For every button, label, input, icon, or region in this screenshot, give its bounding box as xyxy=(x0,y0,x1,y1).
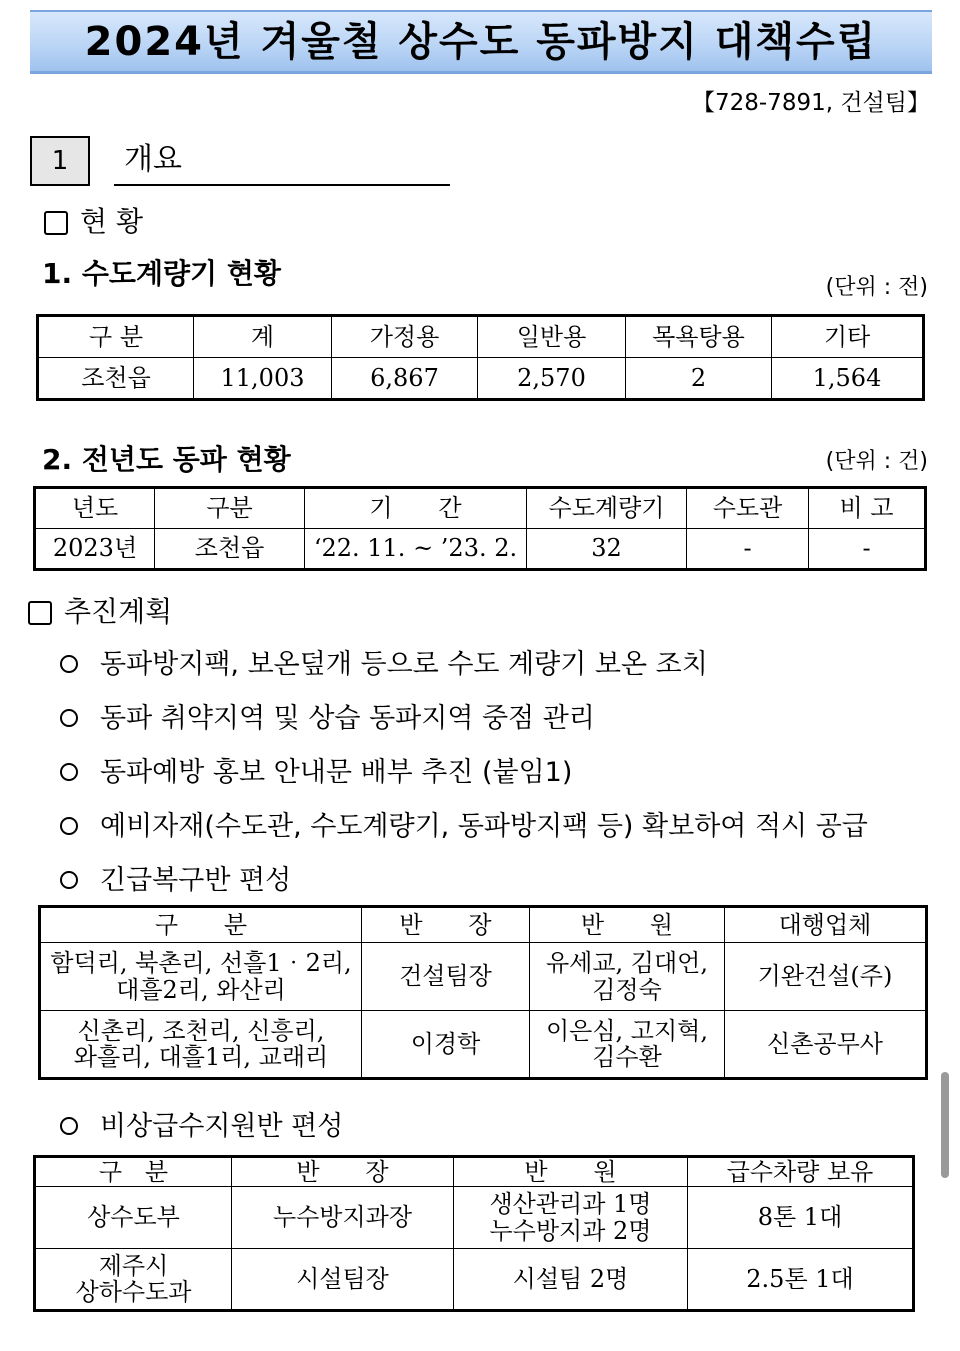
table-header: 급수차량 보유 xyxy=(688,1157,914,1187)
checkbox-square-icon xyxy=(44,211,68,235)
dept-line: 제주시 xyxy=(98,1251,169,1280)
table-cell: 2 xyxy=(626,358,772,400)
freeze-unit: (단위 : 건) xyxy=(825,449,928,474)
table-header: 계 xyxy=(194,316,332,358)
water-supply-table xyxy=(33,1155,915,1312)
list-item-text: 동파 취약지역 및 상습 동파지역 중점 관리 xyxy=(100,703,595,734)
table-cell: 2023년 xyxy=(35,529,155,570)
table-row xyxy=(40,943,927,1011)
circle-bullet-icon xyxy=(60,871,78,889)
table-cell: 11,003 xyxy=(194,358,332,400)
table-header: 기타 xyxy=(772,316,924,358)
table-header: 수도관 xyxy=(687,488,809,529)
table-cell: 이경학 xyxy=(362,1011,530,1079)
table-row xyxy=(40,1011,927,1079)
table-cell: 시설팀 2명 xyxy=(454,1249,688,1311)
list-item-text: 긴급복구반 편성 xyxy=(100,865,292,896)
table-header: 대행업체 xyxy=(725,907,927,943)
checkbox-square-icon xyxy=(28,601,52,625)
table-header: 반 장 xyxy=(232,1157,454,1187)
dept-line: 상하수도과 xyxy=(75,1278,192,1306)
circle-bullet-icon xyxy=(60,817,78,835)
circle-bullet-icon xyxy=(60,1117,78,1135)
document-title: 2024년 겨울철 상수도 동파방지 대책수립 xyxy=(30,10,932,74)
area-line: 신촌리, 조천리, 신흥리, xyxy=(77,1016,325,1045)
table-cell: 시설팀장 xyxy=(232,1249,454,1311)
table-cell xyxy=(40,1011,362,1079)
table-cell: 누수방지과장 xyxy=(232,1187,454,1249)
area-line: 와흘리, 대흘1리, 교래리 xyxy=(73,1043,329,1071)
supply-heading-label: 비상급수지원반 편성 xyxy=(100,1111,344,1142)
table-cell: - xyxy=(687,529,809,570)
table-cell xyxy=(454,1187,688,1249)
table-cell xyxy=(40,943,362,1011)
table-cell: 기완건설(주) xyxy=(725,943,927,1011)
status-heading xyxy=(44,200,143,240)
table-header: 반 원 xyxy=(530,907,725,943)
table-row xyxy=(35,1157,914,1187)
member-line: 유세교, 김대언, xyxy=(546,949,708,978)
table-header: 구분 xyxy=(155,488,305,529)
table-row xyxy=(38,316,924,358)
meter-unit: (단위 : 전) xyxy=(825,275,928,300)
table-header: 반 장 xyxy=(362,907,530,943)
table-header: 구 분 xyxy=(35,1157,232,1187)
area-line: 대흘2리, 와산리 xyxy=(116,975,286,1004)
member-line: 누수방지과 2명 xyxy=(489,1216,652,1245)
supply-heading xyxy=(60,1104,343,1143)
table-cell: 32 xyxy=(527,529,687,570)
circle-bullet-icon xyxy=(60,655,78,673)
table-cell: 건설팀장 xyxy=(362,943,530,1011)
table-header: 비 고 xyxy=(809,488,926,529)
member-line: 김정숙 xyxy=(592,975,662,1004)
circle-bullet-icon xyxy=(60,763,78,781)
plan-heading-label: 추진계획 xyxy=(64,595,173,628)
list-item xyxy=(60,858,291,897)
table-cell: 8톤 1대 xyxy=(688,1187,914,1249)
table-header: 반 원 xyxy=(454,1157,688,1187)
section-title: 개요 xyxy=(114,140,450,186)
area-line: 함덕리, 북촌리, 선흘1‧2리, xyxy=(50,949,352,978)
contact-info: 【728-7891, 건설팀】 xyxy=(691,90,930,116)
table-header: 목욕탕용 xyxy=(626,316,772,358)
table-row xyxy=(35,1249,914,1311)
member-line: 김수환 xyxy=(592,1043,662,1071)
freeze-heading: 2. 전년도 동파 현황 xyxy=(42,443,291,476)
table-cell xyxy=(35,1249,232,1311)
table-cell: 6,867 xyxy=(332,358,478,400)
circle-bullet-icon xyxy=(60,709,78,727)
table-cell: 조천읍 xyxy=(38,358,194,400)
table-cell: 2.5톤 1대 xyxy=(688,1249,914,1311)
table-cell: 상수도부 xyxy=(35,1187,232,1249)
table-row xyxy=(40,907,927,943)
table-cell xyxy=(530,1011,725,1079)
table-header: 구 분 xyxy=(38,316,194,358)
table-cell: ‘22. 11. ~ ’23. 2. xyxy=(305,529,527,570)
emergency-team-table xyxy=(38,905,928,1080)
table-header: 기 간 xyxy=(305,488,527,529)
list-item xyxy=(60,750,572,789)
table-row xyxy=(35,488,926,529)
list-item xyxy=(60,642,708,681)
table-cell: - xyxy=(809,529,926,570)
table-header: 수도계량기 xyxy=(527,488,687,529)
table-cell: 1,564 xyxy=(772,358,924,400)
table-header: 년도 xyxy=(35,488,155,529)
table-row xyxy=(35,1187,914,1249)
list-item-text: 동파예방 홍보 안내문 배부 추진 (붙임1) xyxy=(100,757,573,788)
table-row xyxy=(38,358,924,400)
section-number: 1 xyxy=(30,136,90,186)
status-heading-label: 현 황 xyxy=(80,205,143,238)
plan-heading xyxy=(28,590,172,630)
member-line: 이은심, 고지혁, xyxy=(546,1016,708,1045)
table-header: 일반용 xyxy=(478,316,626,358)
list-item xyxy=(60,804,868,843)
table-cell: 조천읍 xyxy=(155,529,305,570)
list-item-text: 예비자재(수도관, 수도계량기, 동파방지팩 등) 확보하여 적시 공급 xyxy=(100,811,868,842)
table-cell: 2,570 xyxy=(478,358,626,400)
table-header: 가정용 xyxy=(332,316,478,358)
list-item-text: 동파방지팩, 보온덮개 등으로 수도 계량기 보온 조치 xyxy=(100,649,708,680)
freeze-table xyxy=(33,486,927,571)
table-cell xyxy=(530,943,725,1011)
meter-heading: 1. 수도계량기 현황 xyxy=(42,257,281,290)
table-header: 구 분 xyxy=(40,907,362,943)
table-row xyxy=(35,529,926,570)
member-line: 생산관리과 1명 xyxy=(489,1190,652,1219)
vertical-scrollbar[interactable] xyxy=(941,1072,949,1178)
meter-table xyxy=(36,314,925,401)
list-item xyxy=(60,696,595,735)
table-cell: 신촌공무사 xyxy=(725,1011,927,1079)
